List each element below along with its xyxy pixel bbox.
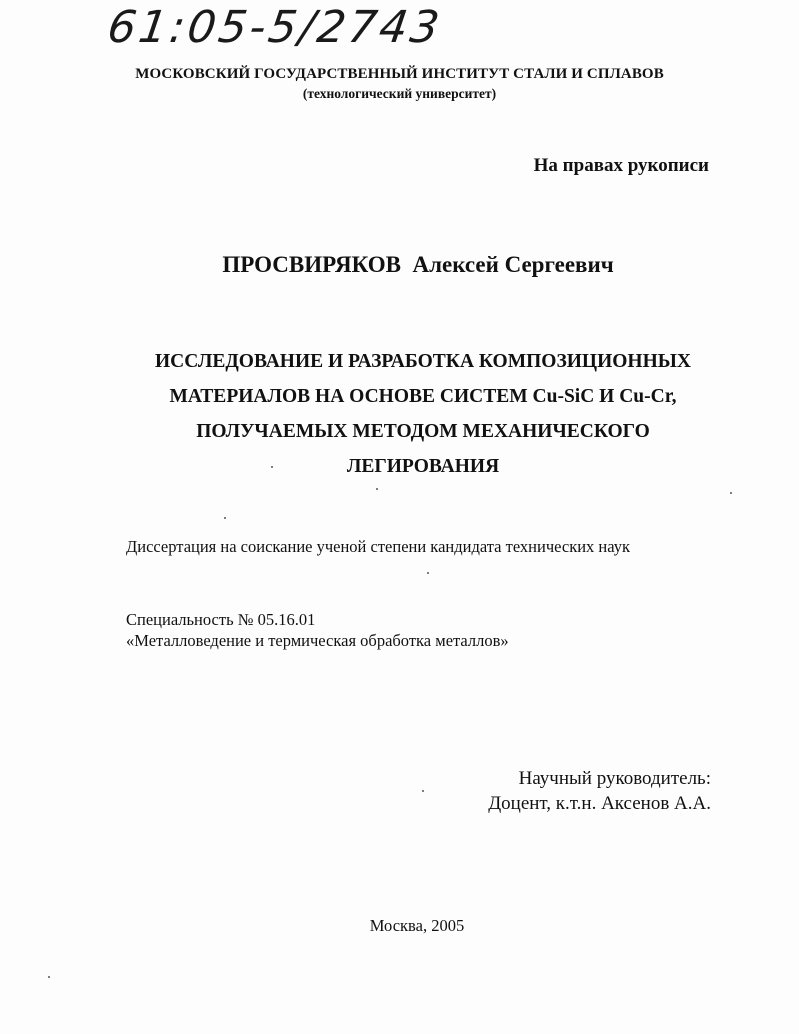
specialty-name: «Металловедение и термическая обработка металлов»: [126, 631, 509, 650]
title-line: ЛЕГИРОВАНИЯ: [346, 456, 500, 477]
degree-statement: Диссертация на соискание ученой степени кандидата технических наук: [126, 537, 630, 556]
dissertation-title: [0, 344, 799, 484]
city-year: Москва, 2005: [369, 916, 465, 935]
scan-speck: [376, 488, 378, 490]
specialty-block: [126, 609, 509, 651]
supervisor-name: Доцент, к.т.н. Аксенов А.А.: [488, 793, 711, 814]
author-surname: ПРОСВИРЯКОВ: [222, 252, 401, 277]
scan-speck: [427, 572, 429, 574]
author-name: [0, 252, 799, 278]
manuscript-rights-note: На правах рукописи: [533, 155, 709, 176]
title-line: ИССЛЕДОВАНИЕ И РАЗРАБОТКА КОМПОЗИЦИОННЫХ: [154, 351, 691, 372]
handwritten-archive-code: 61:05-5/2743: [104, 2, 446, 53]
scan-speck: [422, 790, 424, 792]
scan-speck: [48, 976, 50, 978]
scan-speck: [224, 517, 226, 519]
title-line: МАТЕРИАЛОВ НА ОСНОВЕ СИСТЕМ Cu-SiC И Cu-Cr,: [169, 386, 677, 407]
scan-speck: [730, 492, 732, 494]
author-given-names: Алексей Сергеевич: [412, 252, 614, 277]
scan-speck: [271, 466, 273, 468]
institute-subtitle: (технологический университет): [302, 86, 497, 101]
supervisor-label: Научный руководитель:: [518, 768, 711, 789]
institute-name: МОСКОВСКИЙ ГОСУДАРСТВЕННЫЙ ИНСТИТУТ СТАЛИ И СПЛАВОВ: [135, 66, 664, 82]
title-line: ПОЛУЧАЕМЫХ МЕТОДОМ МЕХАНИЧЕСКОГО: [196, 421, 650, 442]
specialty-code: Специальность № 05.16.01: [126, 610, 316, 629]
supervisor-block: [488, 766, 711, 816]
